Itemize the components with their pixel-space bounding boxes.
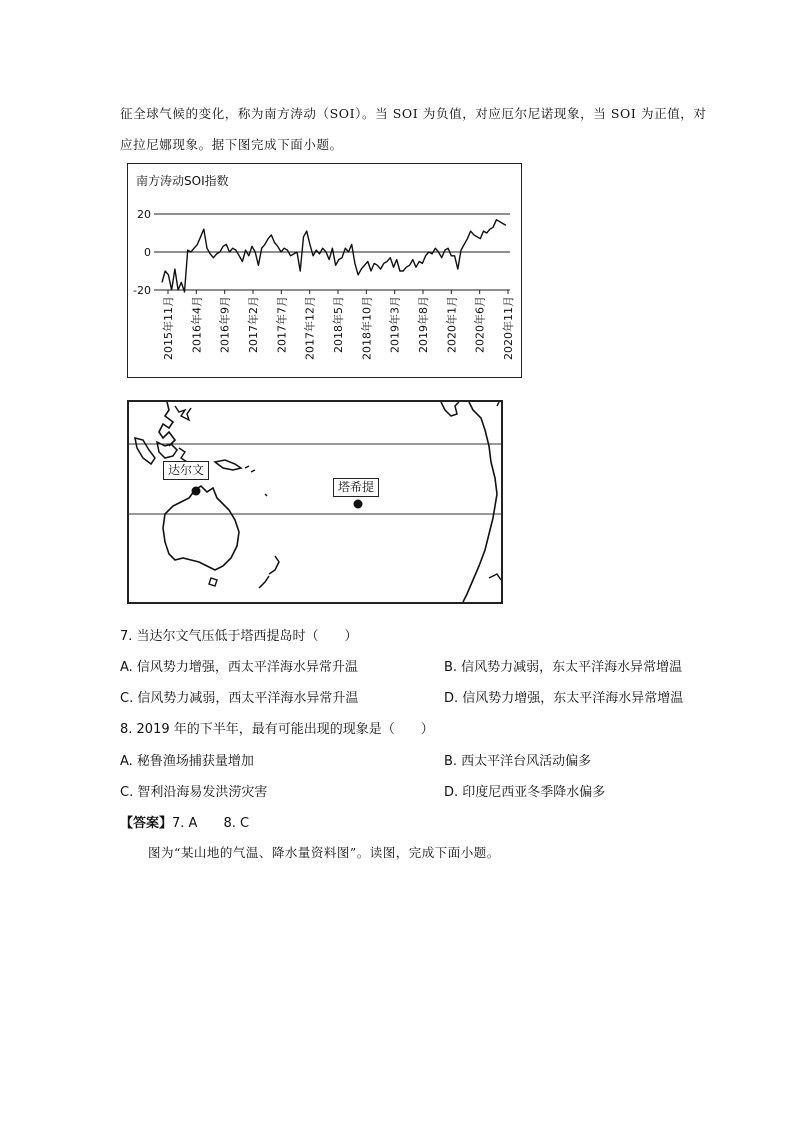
x-tick-label: 2016年9月 — [218, 296, 232, 353]
caribbean-coast — [497, 402, 499, 406]
south-america-coast — [463, 402, 497, 602]
tasmania — [209, 578, 217, 586]
q8-option-d: D. 印度尼西亚冬季降水偏多 — [444, 785, 606, 800]
new-guinea-island — [215, 460, 241, 470]
q7-option-d: D. 信风势力增强，东太平洋海水异常增温 — [444, 691, 684, 706]
answer-label: 【答案】 — [120, 816, 173, 831]
q8-option-a: A. 秘鲁渔场捕获量增加 — [120, 754, 254, 769]
darwin-label: 达尔文 — [163, 461, 209, 480]
map-svg — [129, 402, 501, 602]
x-tick-label: 2017年7月 — [275, 296, 289, 353]
x-tick-label: 2015年11月 — [162, 296, 175, 360]
central-america-coast — [441, 402, 459, 416]
q7-option-b: B. 信风势力减弱，东太平洋海水异常增温 — [444, 660, 683, 675]
australia — [163, 486, 239, 570]
soi-chart-svg — [128, 164, 520, 376]
q8-option-c: C. 智利沿海易发洪涝灾害 — [120, 785, 268, 800]
q7-option-c: C. 信风势力减弱，西太平洋海水异常升温 — [120, 691, 359, 706]
y-tick-label: 0 — [144, 246, 151, 259]
answer-text: 7. A 8. C — [172, 816, 250, 831]
soi-series-line — [162, 220, 506, 292]
q7-stem: 7. 当达尔文气压低于塔西提岛时（ ） — [120, 629, 358, 644]
x-tick-label: 2017年2月 — [247, 296, 260, 353]
x-tick-label: 2020年1月 — [445, 296, 459, 353]
new-zealand-south — [259, 576, 269, 588]
new-zealand-north — [269, 556, 279, 574]
tahiti-point — [354, 500, 363, 509]
x-tick-label: 2019年3月 — [388, 296, 402, 353]
patagonia-coast — [489, 574, 501, 580]
soi-chart — [127, 163, 522, 378]
x-tick-label: 2018年10月 — [360, 296, 374, 360]
intro-line-2: 应拉尼娜现象。据下图完成下面小题。 — [120, 137, 343, 152]
y-tick-label: 20 — [137, 208, 151, 221]
pacific-map — [127, 400, 503, 604]
tahiti-label: 塔希提 — [333, 478, 379, 497]
x-tick-label: 2017年12月 — [303, 296, 317, 360]
chart-title: 南方涛动SOI指数 — [136, 174, 229, 188]
q7-option-a: A. 信风势力增强，西太平洋海水异常升温 — [120, 660, 358, 675]
philippines-islands — [175, 406, 191, 420]
q8-option-b: B. 西太平洋台风活动偏多 — [444, 754, 592, 769]
q8-stem: 8. 2019 年的下半年，最有可能出现的现象是（ ） — [120, 722, 434, 737]
darwin-point — [192, 487, 201, 496]
x-tick-label: 2018年5月 — [332, 296, 345, 353]
pacific-islets — [245, 466, 267, 496]
x-tick-label: 2016年4月 — [190, 296, 204, 353]
x-tick-label: 2019年8月 — [417, 296, 430, 353]
answer-line — [120, 812, 249, 831]
x-tick-label: 2020年6月 — [473, 296, 487, 353]
next-question-intro: 图为“某山地的气温、降水量资料图”。读图，完成下面小题。 — [148, 845, 500, 860]
x-tick-label: 2020年11月 — [502, 296, 515, 360]
sumatra-island — [135, 438, 155, 464]
intro-line-1: 征全球气候的变化，称为南方涛动（SOI）。当 SOI 为负值，对应厄尔尼诺现象，当 SOI 为正值，对 — [120, 106, 707, 121]
asia-coast — [159, 402, 175, 446]
y-tick-label: -20 — [133, 284, 151, 297]
